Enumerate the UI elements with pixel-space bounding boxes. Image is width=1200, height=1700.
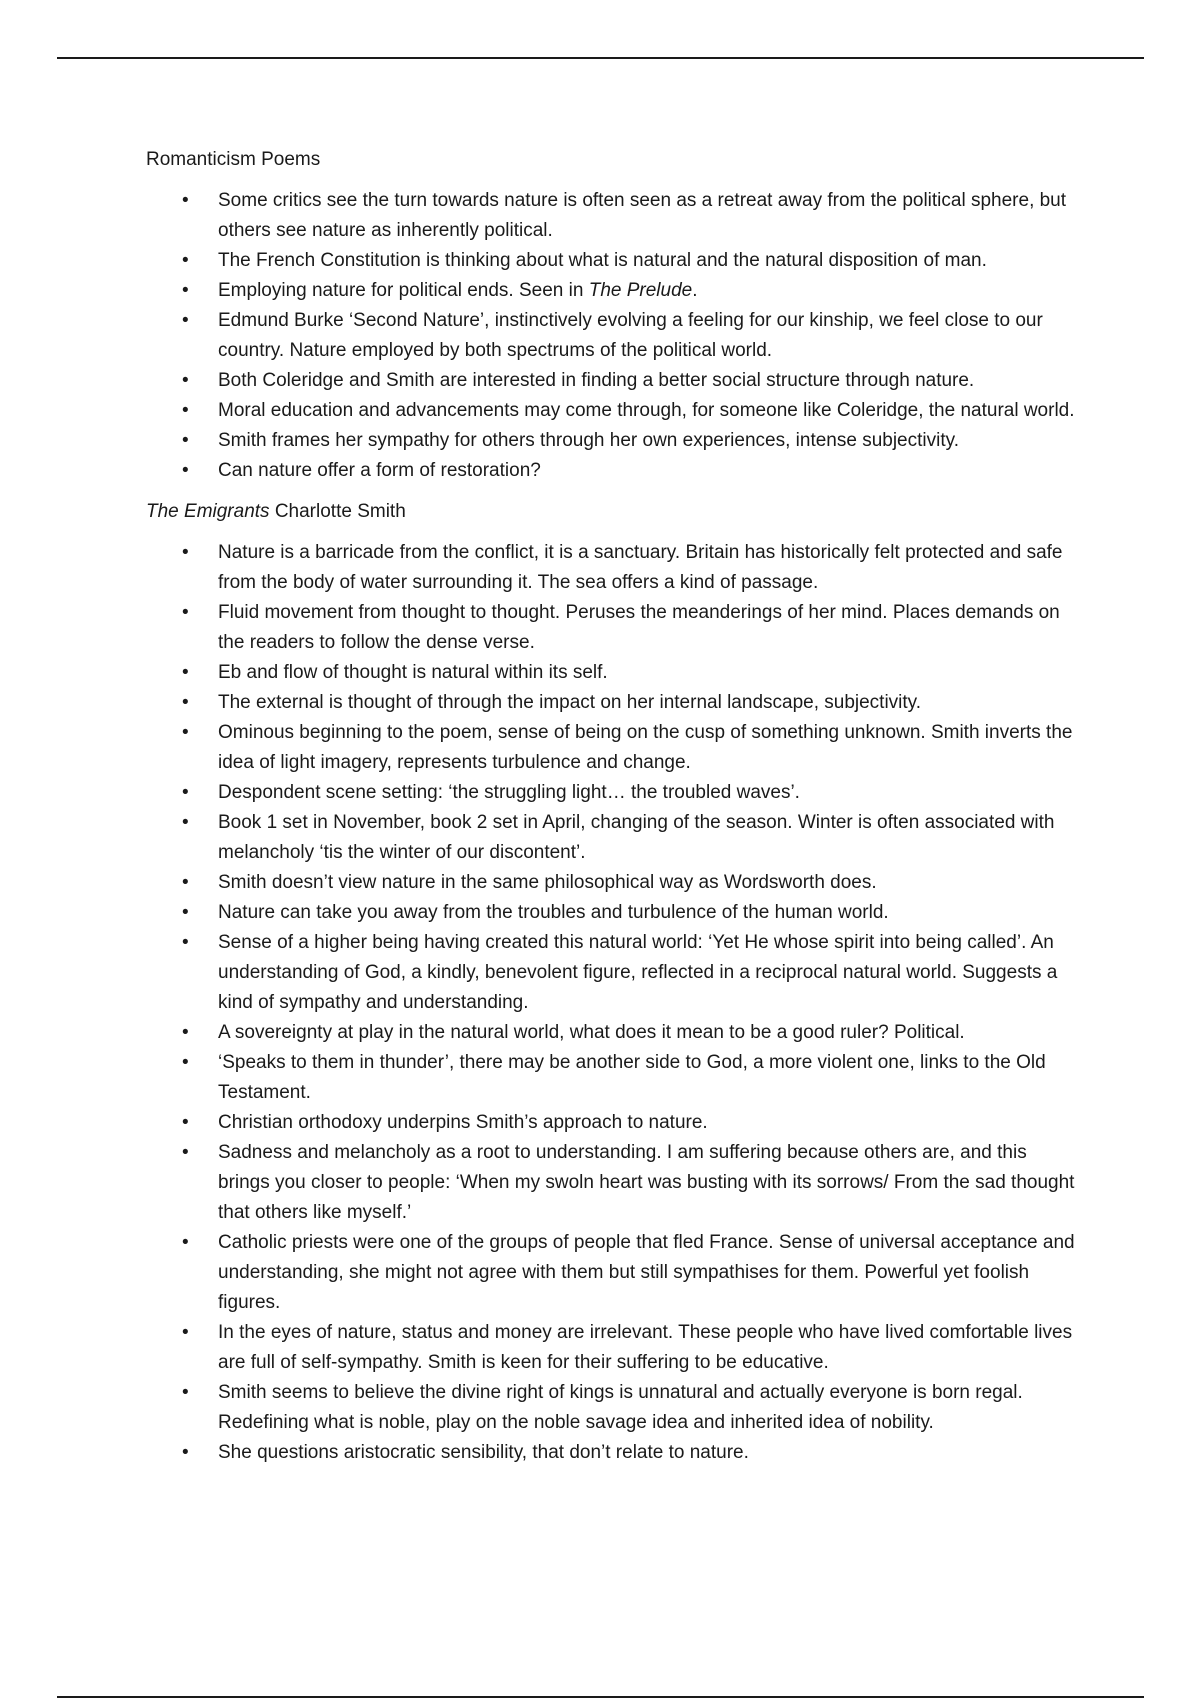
list-item: • Both Coleridge and Smith are interested in finding a better social structure through nature. (146, 366, 1076, 396)
list-item: • Smith frames her sympathy for others through her own experiences, intense subjectivity. (146, 426, 1076, 456)
list-item: • Nature can take you away from the troubles and turbulence of the human world. (146, 898, 1076, 928)
bullet-icon: • (182, 872, 189, 893)
author-name: Charlotte Smith (269, 501, 406, 522)
list-item: • Ominous beginning to the poem, sense of being on the cusp of something unknown. Smith inverts the idea of light imagery, represents turbulence and change. (146, 718, 1076, 778)
list-item: • Fluid movement from thought to thought. Peruses the meanderings of her mind. Places demands on the readers to follow the dense verse. (146, 598, 1076, 658)
list-item: • Edmund Burke ‘Second Nature’, instinctively evolving a feeling for our kinship, we feel close to our country. Nature employed by both spectrums of the political world. (146, 306, 1076, 366)
bullet-icon: • (182, 1052, 189, 1073)
bullet-icon: • (182, 692, 189, 713)
list-item: • A sovereignty at play in the natural world, what does it mean to be a good ruler? Political. (146, 1018, 1076, 1048)
bullet-icon: • (182, 280, 189, 301)
bullet-icon: • (182, 190, 189, 211)
bullet-icon: • (182, 782, 189, 803)
bullet-icon: • (182, 932, 189, 953)
list-item: • The French Constitution is thinking about what is natural and the natural disposition of man. (146, 246, 1076, 276)
list-item: • Catholic priests were one of the groups of people that fled France. Sense of universal acceptance and understanding, she might not agree with them but still sympathises for them. Powerful yet foolish figures. (146, 1228, 1076, 1318)
list-item: • ‘Speaks to them in thunder’, there may be another side to God, a more violent one, links to the Old Testament. (146, 1048, 1076, 1108)
emigrants-notes-list (146, 538, 1076, 1468)
list-item: • Christian orthodoxy underpins Smith’s approach to nature. (146, 1108, 1076, 1138)
section-heading-the-emigrants (146, 498, 1076, 526)
bullet-icon: • (182, 722, 189, 743)
bullet-icon: • (182, 1112, 189, 1133)
bullet-icon: • (182, 1442, 189, 1463)
document-body (146, 146, 1076, 1468)
list-item: • Some critics see the turn towards nature is often seen as a retreat away from the political sphere, but others see nature as inherently political. (146, 186, 1076, 246)
list-item: • The external is thought of through the impact on her internal landscape, subjectivity. (146, 688, 1076, 718)
title-the-emigrants: The Emigrants (146, 501, 270, 522)
list-item: • Smith doesn’t view nature in the same philosophical way as Wordsworth does. (146, 868, 1076, 898)
top-rule (57, 57, 1144, 59)
bullet-icon: • (182, 460, 189, 481)
bullet-icon: • (182, 1322, 189, 1343)
bottom-rule (57, 1696, 1144, 1698)
bullet-icon: • (182, 1142, 189, 1163)
list-item: • Book 1 set in November, book 2 set in April, changing of the season. Winter is often associated with melancholy ‘tis the winter of our discontent’. (146, 808, 1076, 868)
title-the-prelude: The Prelude (588, 280, 693, 301)
list-item: • Sense of a higher being having created this natural world: ‘Yet He whose spirit into being called’. An understanding of God, a kindly, benevolent figure, reflected in a reciprocal natural world. Suggests a kind of sympathy and understanding. (146, 928, 1076, 1018)
list-item: • Sadness and melancholy as a root to understanding. I am suffering because others are, and this brings you closer to people: ‘When my swoln heart was busting with its sorrows/ From the sad thought that others like myself.’ (146, 1138, 1076, 1228)
bullet-icon: • (182, 310, 189, 331)
list-item: • Employing nature for political ends. Seen in The Prelude. (146, 276, 1076, 306)
bullet-icon: • (182, 430, 189, 451)
bullet-icon: • (182, 370, 189, 391)
list-item: • Eb and flow of thought is natural within its self. (146, 658, 1076, 688)
bullet-icon: • (182, 1022, 189, 1043)
romanticism-notes-list (146, 186, 1076, 486)
list-item: • Despondent scene setting: ‘the struggling light… the troubled waves’. (146, 778, 1076, 808)
bullet-icon: • (182, 812, 189, 833)
bullet-icon: • (182, 1382, 189, 1403)
bullet-icon: • (182, 542, 189, 563)
bullet-icon: • (182, 1232, 189, 1253)
list-item: • Smith seems to believe the divine right of kings is unnatural and actually everyone is born regal. Redefining what is noble, play on the noble savage idea and inherited idea of nobility. (146, 1378, 1076, 1438)
list-item: • In the eyes of nature, status and money are irrelevant. These people who have lived comfortable lives are full of self-sympathy. Smith is keen for their suffering to be educative. (146, 1318, 1076, 1378)
list-item: • Can nature offer a form of restoration? (146, 456, 1076, 486)
bullet-icon: • (182, 662, 189, 683)
bullet-icon: • (182, 250, 189, 271)
list-item: • Moral education and advancements may come through, for someone like Coleridge, the natural world. (146, 396, 1076, 426)
bullet-icon: • (182, 902, 189, 923)
list-item: • She questions aristocratic sensibility, that don’t relate to nature. (146, 1438, 1076, 1468)
bullet-icon: • (182, 602, 189, 623)
section-heading-romanticism-poems: Romanticism Poems (146, 149, 321, 170)
bullet-icon: • (182, 400, 189, 421)
list-item: • Nature is a barricade from the conflict, it is a sanctuary. Britain has historically felt protected and safe from the body of water surrounding it. The sea offers a kind of passage. (146, 538, 1076, 598)
